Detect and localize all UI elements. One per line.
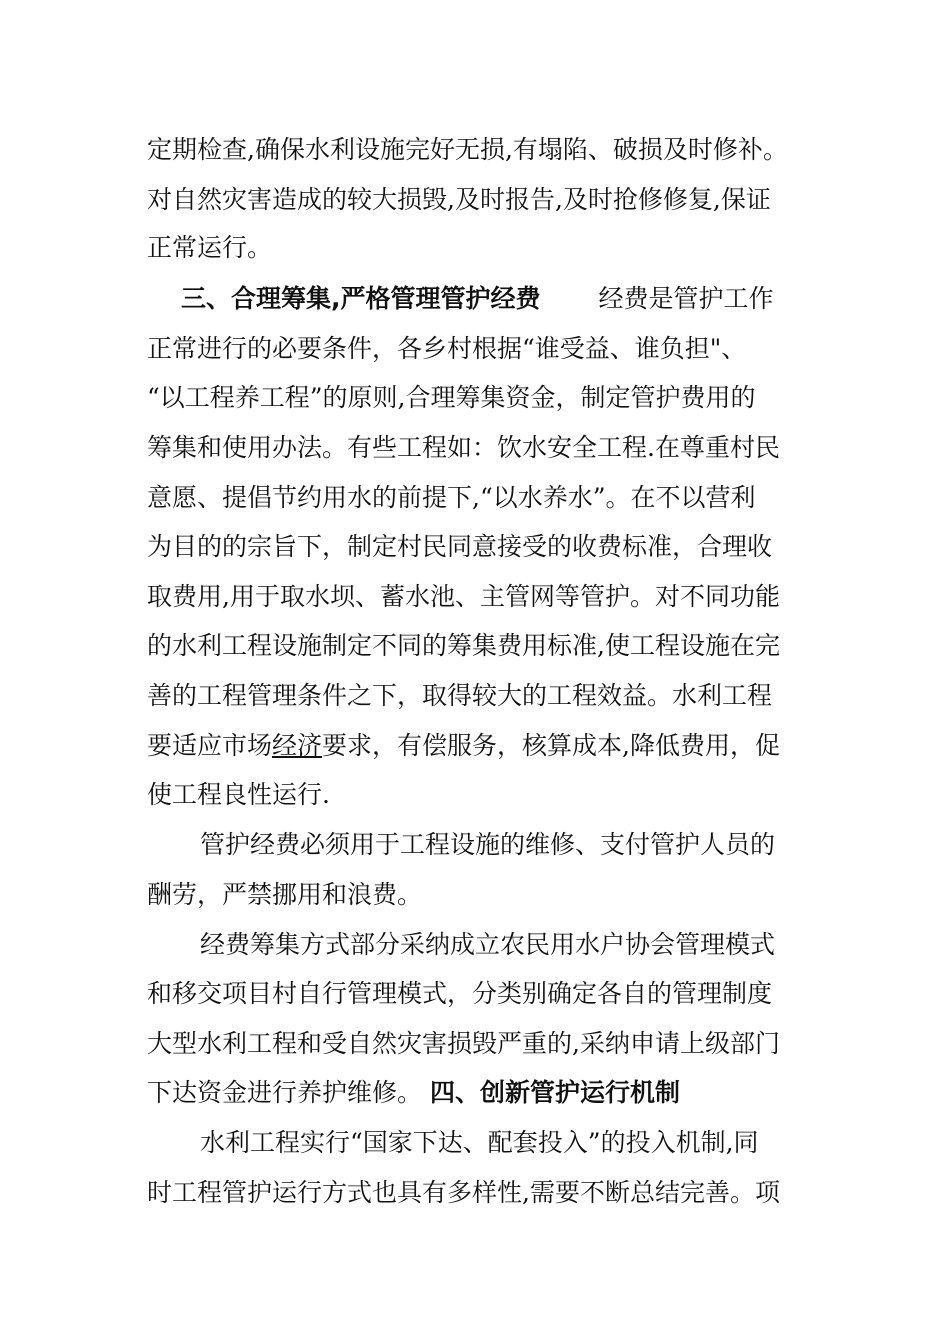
text-line <box>200 930 807 960</box>
text-segment: 酬劳，严禁挪用和浪费。 <box>147 880 423 909</box>
text-segment: 为目的的宗旨下，制定村民同意接受的收费标准，合理收 <box>147 532 773 561</box>
text-line <box>147 1029 807 1059</box>
text-line <box>147 334 807 364</box>
text-line <box>147 631 807 661</box>
section-heading-line <box>181 284 807 314</box>
text-segment: 定期检查,确保水利设施完好无损,有塌陷、破损及时修补。 <box>147 135 788 164</box>
text-segment: 和移交项目村自行管理模式，分类别确定各自的管理制度 <box>147 979 773 1008</box>
text-line <box>147 681 807 711</box>
text-segment: 意愿、提倡节约用水的前提下,“以水养水”。在不以营利 <box>147 483 756 512</box>
text-segment: 管护经费必须用于工程设施的维修、支付管护人员的 <box>200 830 776 859</box>
text-segment: 正常运行。 <box>147 233 273 262</box>
text-line <box>147 780 330 810</box>
text-line <box>200 1128 807 1158</box>
text-segment: “以工程养工程”的原则,合理筹集资金，制定管护费用的 <box>147 383 756 412</box>
text-line <box>200 830 807 860</box>
text-line <box>147 185 807 215</box>
text-segment: 下达资金进行养护维修。 <box>147 1078 430 1107</box>
text-line <box>147 383 807 413</box>
section-heading: 四、创新管护运行机制 <box>429 1078 680 1107</box>
text-segment: 对自然灾害造成的较大损毁,及时报告,及时抢修修复,保证 <box>147 185 771 214</box>
text-segment: 取费用,用于取水坝、蓄水池、主管网等管护。对不同功能 <box>147 582 780 611</box>
text-segment: 时工程管护运行方式也具有多样性,需要不断总结完善。项 <box>147 1178 780 1207</box>
section-heading: 三、合理筹集,严格管理管护经费 <box>181 284 541 313</box>
text-segment: 正常进行的必要条件，各乡村根据“谁受益、谁负担"、 <box>147 334 747 363</box>
text-segment: 经费筹集方式部分采纳成立农民用水户协会管理模式 <box>200 930 776 959</box>
underlined-text: 经济 <box>272 731 323 760</box>
text-segment: 水利工程实行“国家下达、配套投入”的投入机制,同 <box>200 1128 759 1157</box>
text-segment: 要适应市场 <box>147 731 273 760</box>
text-line <box>147 483 807 513</box>
text-line <box>147 135 807 165</box>
text-segment: 大型水利工程和受自然灾害损毁严重的,采纳申请上级部门 <box>147 1029 780 1058</box>
section-heading-line <box>147 1078 680 1108</box>
text-line <box>147 979 807 1009</box>
text-line <box>147 880 422 910</box>
text-segment: 的水利工程设施制定不同的筹集费用标准,使工程设施在完 <box>147 631 780 660</box>
text-segment: 善的工程管理条件之下，取得较大的工程效益。水利工程 <box>147 681 773 710</box>
text-line <box>147 532 807 562</box>
text-segment: 经费是管护工作 <box>540 284 774 313</box>
text-line <box>147 233 272 263</box>
text-segment: 使工程良性运行. <box>147 780 330 809</box>
text-line <box>147 582 807 612</box>
text-line <box>147 433 807 463</box>
text-line <box>147 1178 807 1208</box>
text-line <box>147 731 807 761</box>
text-segment: 筹集和使用办法。有些工程如：饮水安全工程.在尊重村民 <box>147 433 780 462</box>
text-segment: 要求，有偿服务，核算成本,降低费用，促 <box>322 731 780 760</box>
